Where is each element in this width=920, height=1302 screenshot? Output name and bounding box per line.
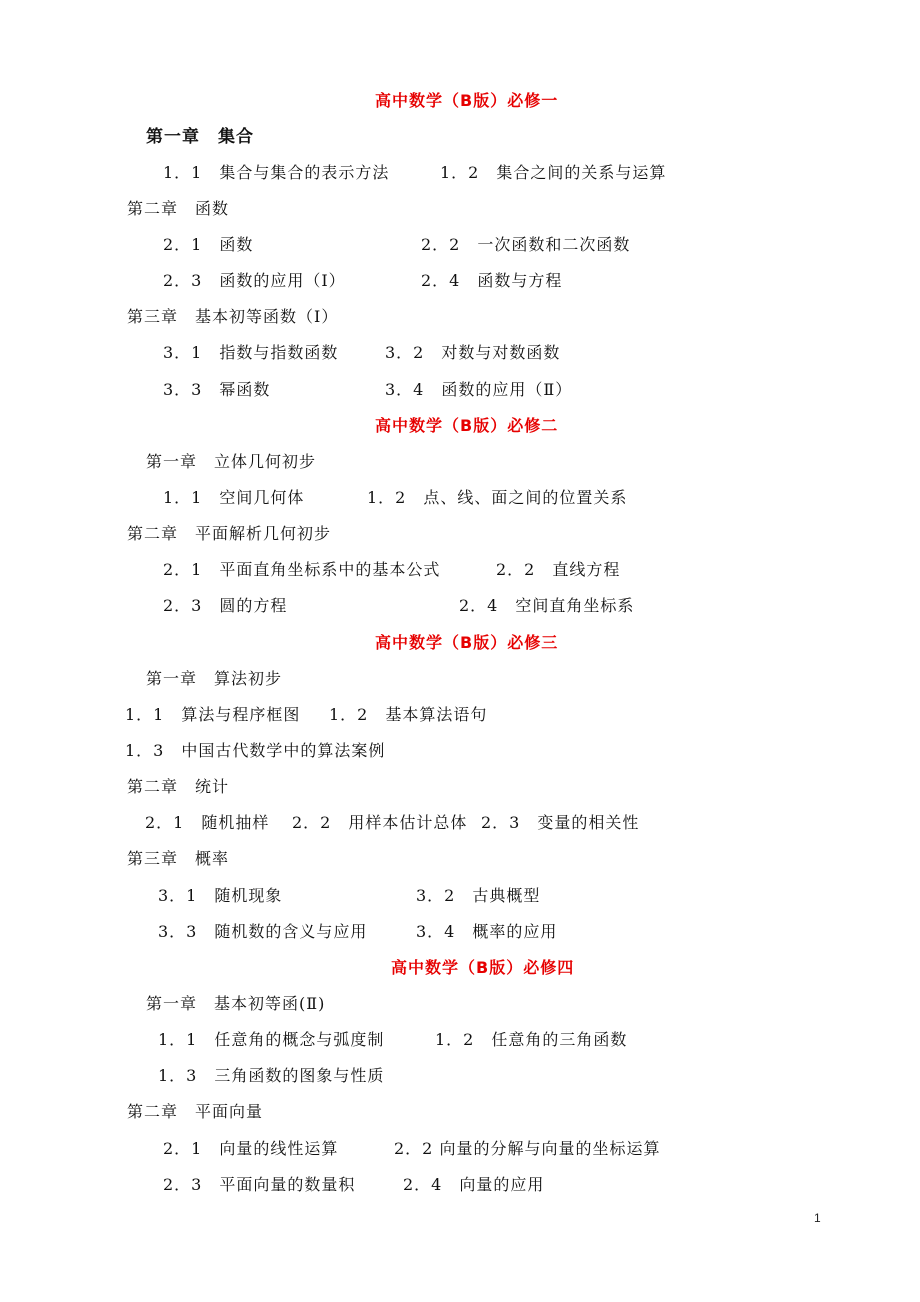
chapter-heading: 第三章 概率: [127, 849, 230, 868]
section-item: 1．1 空间几何体: [163, 488, 305, 507]
section-item: 2．1 平面直角坐标系中的基本公式: [163, 560, 441, 579]
section-item: 1．3 三角函数的图象与性质: [158, 1066, 385, 1085]
section-item: 2．2 一次函数和二次函数: [421, 235, 631, 254]
section-item: 3．1 随机现象: [158, 886, 283, 905]
section-item: 2．4 向量的应用: [403, 1175, 545, 1194]
section-item: 2．1 随机抽样: [145, 813, 270, 832]
section-item: 2．1 函数: [163, 235, 254, 254]
section-item: 2．3 函数的应用（Ⅰ）: [163, 271, 346, 290]
section-item: 3．3 幂函数: [163, 380, 271, 399]
chapter-heading: 第二章 平面向量: [127, 1102, 264, 1121]
section-item: 3．4 概率的应用: [416, 922, 558, 941]
section-item: 2．2 用样本估计总体: [292, 813, 468, 832]
section-item: 1．1 集合与集合的表示方法: [163, 163, 390, 182]
section-item: 2．3 圆的方程: [163, 596, 288, 615]
section-item: 2．4 空间直角坐标系: [459, 596, 635, 615]
section-item: 1．2 点、线、面之间的位置关系: [367, 488, 628, 507]
section-item: 1．2 任意角的三角函数: [435, 1030, 628, 1049]
chapter-heading: 第一章 立体几何初步: [146, 452, 317, 471]
chapter-heading: 第一章 算法初步: [146, 669, 283, 688]
chapter-heading: 第二章 函数: [127, 199, 230, 218]
book-title: 高中数学（B版）必修三: [375, 633, 559, 652]
chapter-heading: 第三章 基本初等函数（Ⅰ）: [127, 307, 339, 326]
section-item: 1．2 基本算法语句: [329, 705, 488, 724]
section-item: 2．2 向量的分解与向量的坐标运算: [394, 1139, 661, 1158]
chapter-heading: 第一章 基本初等函(Ⅱ): [146, 994, 326, 1013]
section-item: 3．2 古典概型: [416, 886, 541, 905]
section-item: 2．1 向量的线性运算: [163, 1139, 339, 1158]
section-item: 2．3 变量的相关性: [481, 813, 640, 832]
book-title: 高中数学（B版）必修一: [375, 91, 559, 110]
chapter-heading: 第一章 集合: [146, 127, 254, 147]
book-title: 高中数学（B版）必修四: [391, 958, 575, 977]
page-number: 1: [814, 1211, 821, 1225]
section-item: 1．2 集合之间的关系与运算: [440, 163, 667, 182]
section-item: 1．3 中国古代数学中的算法案例: [125, 741, 386, 760]
section-item: 3．1 指数与指数函数: [163, 343, 339, 362]
section-item: 2．4 函数与方程: [421, 271, 563, 290]
chapter-heading: 第二章 统计: [127, 777, 230, 796]
section-item: 2．2 直线方程: [496, 560, 621, 579]
section-item: 3．4 函数的应用（Ⅱ）: [385, 380, 573, 399]
section-item: 3．2 对数与对数函数: [385, 343, 561, 362]
book-title: 高中数学（B版）必修二: [375, 416, 559, 435]
section-item: 3．3 随机数的含义与应用: [158, 922, 368, 941]
section-item: 1．1 算法与程序框图: [125, 705, 301, 724]
section-item: 1．1 任意角的概念与弧度制: [158, 1030, 385, 1049]
chapter-heading: 第二章 平面解析几何初步: [127, 524, 332, 543]
section-item: 2．3 平面向量的数量积: [163, 1175, 356, 1194]
